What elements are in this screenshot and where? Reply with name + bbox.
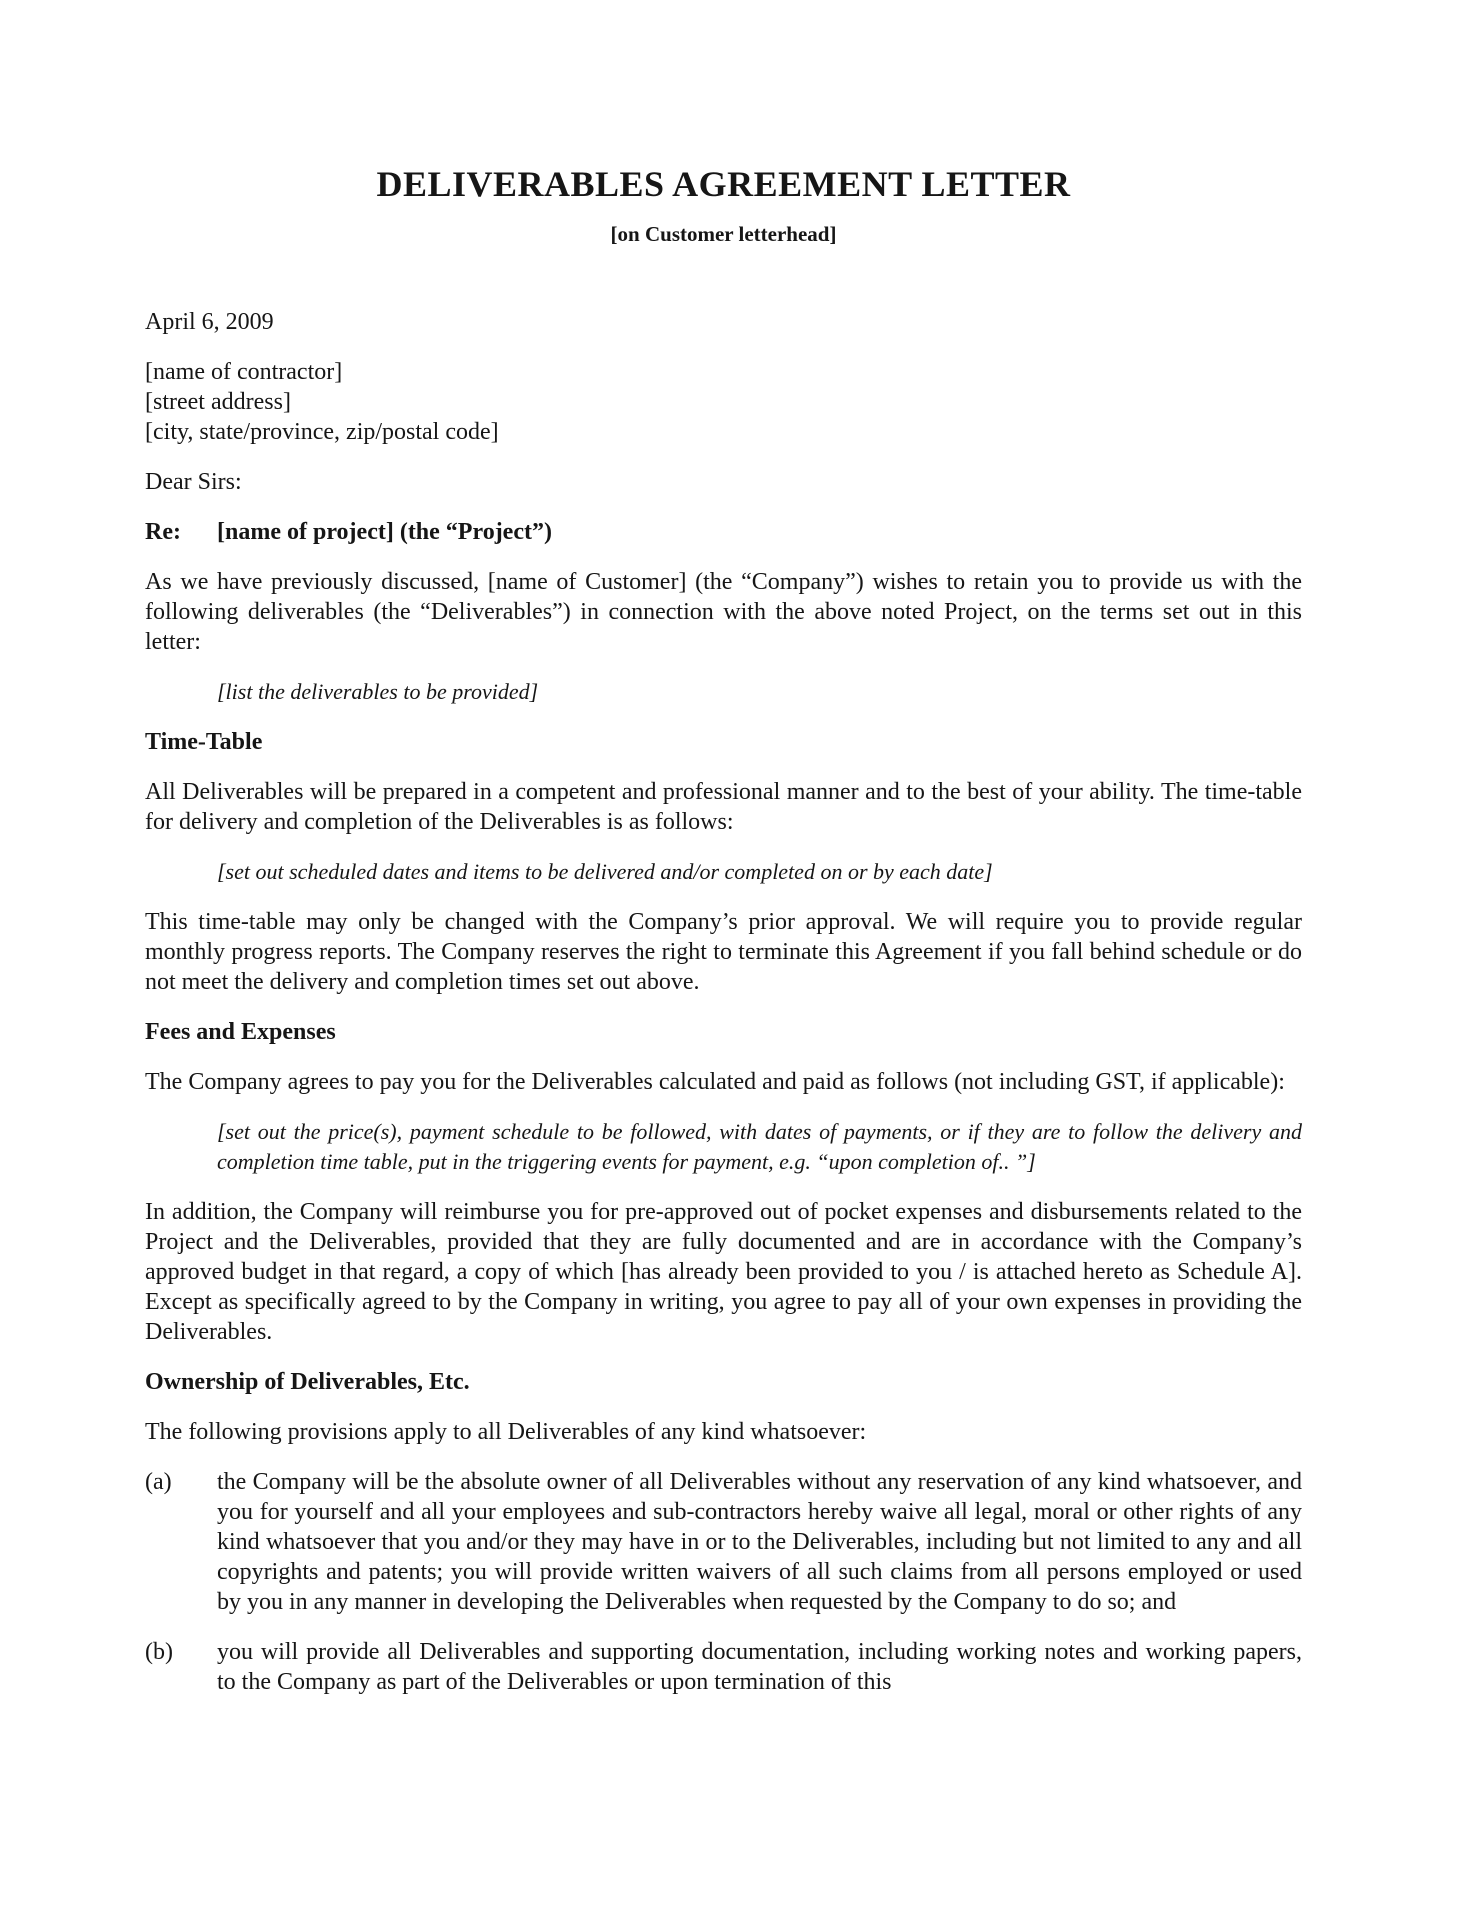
ownership-item-a-label: (a) — [145, 1469, 172, 1495]
fees-paragraph-1: The Company agrees to pay you for the Deliverables calculated and paid as follows (not including GST, if applicable): — [145, 1069, 1285, 1095]
timetable-paragraph-1: All Deliverables will be prepared in a competent and professional manner and to the best of your ability. The time-table for delivery and completion of the Deliverables is as follows: — [145, 779, 1302, 835]
ownership-intro: The following provisions apply to all Deliverables of any kind whatsoever: — [145, 1419, 867, 1445]
timetable-placeholder: [set out scheduled dates and items to be delivered and/or completed on or by each date] — [217, 859, 993, 884]
ownership-item-a — [145, 1467, 1302, 1617]
re-label: Re: — [145, 519, 181, 545]
recipient-city-line: [city, state/province, zip/postal code] — [145, 419, 499, 445]
document-title: DELIVERABLES AGREEMENT LETTER — [376, 164, 1071, 204]
salutation: Dear Sirs: — [145, 469, 242, 495]
fees-paragraph-2: In addition, the Company will reimburse you for pre-approved out of pocket expenses and disbursements related to the Project and the Deliverables, provided that they are fully documented and are in accordance with the Company’s approved budget in that regard, a copy of which [has already been provided to you / is attached hereto as Schedule A]. Except as specifically agreed to by the Company in writing, you agree to pay all of your own expenses in providing the Deliverables. — [145, 1199, 1302, 1345]
ownership-item-a-text: the Company will be the absolute owner of all Deliverables without any reservation of any kind whatsoever, and you for yourself and all your employees and sub-contractors hereby waive all legal, moral or other rights of any kind whatsoever that you and/or they may have in or to the Deliverables, including but not limited to any and all copyrights and patents; you will provide written waivers of all such claims from all persons employed or used by you in any manner in developing the Deliverables when requested by the Company to do so; and — [217, 1469, 1302, 1615]
recipient-name-line: [name of contractor] — [145, 359, 343, 385]
timetable-heading: Time-Table — [145, 729, 263, 755]
ownership-item-b-label: (b) — [145, 1639, 173, 1665]
ownership-item-b-text: you will provide all Deliverables and supporting documentation, including working notes and working papers, to the Company as part of the Deliverables or upon termination of this — [217, 1639, 1302, 1695]
deliverables-placeholder: [list the deliverables to be provided] — [217, 679, 539, 704]
letterhead-note: [on Customer letterhead] — [610, 222, 837, 246]
intro-paragraph: As we have previously discussed, [name of Customer] (the “Company”) wishes to retain you to provide us with the following deliverables (the “Deliverables”) in connection with the above noted Project, on the terms set out in this letter: — [145, 569, 1302, 655]
recipient-address — [145, 357, 1302, 447]
ownership-item-b — [145, 1637, 1302, 1697]
re-line — [145, 517, 1302, 547]
re-subject: [name of project] (the “Project”) — [217, 519, 552, 545]
fees-heading: Fees and Expenses — [145, 1019, 336, 1045]
fees-placeholder: [set out the price(s), payment schedule to be followed, with dates of payments, or if they are to follow the delivery and completion time table, put in the triggering events for payment, e.g. “upon completion of.. ”] — [217, 1119, 1302, 1174]
ownership-heading: Ownership of Deliverables, Etc. — [145, 1369, 470, 1395]
recipient-street-line: [street address] — [145, 389, 291, 415]
timetable-paragraph-2: This time-table may only be changed with the Company’s prior approval. We will require you to provide regular monthly progress reports. The Company reserves the right to terminate this Agreement if you fall behind schedule or do not meet the delivery and completion times set out above. — [145, 909, 1302, 995]
letter-date: April 6, 2009 — [145, 309, 274, 335]
